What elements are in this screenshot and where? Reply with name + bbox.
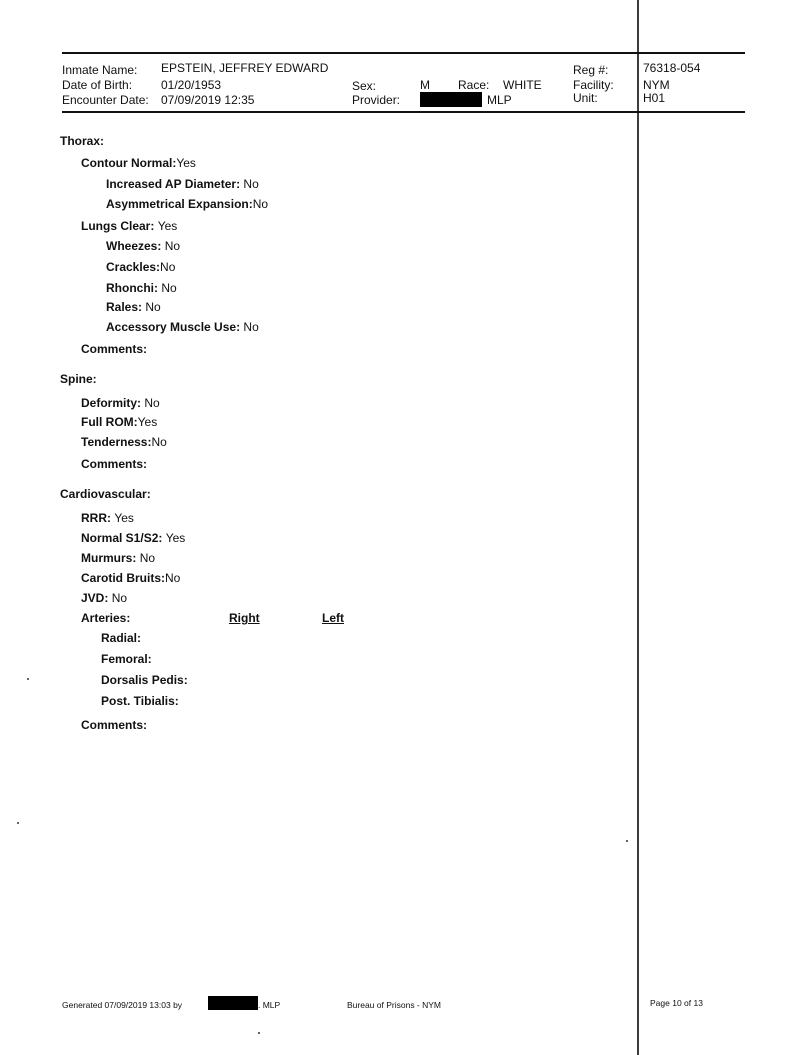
footer-generated-prefix: Generated 07/09/2019 13:03 by — [62, 1000, 183, 1010]
scan-speck — [17, 822, 19, 824]
sex-label: Sex: — [352, 79, 377, 93]
field-carotid-bruits: Carotid Bruits:No — [81, 571, 181, 585]
arteries-right-header: Right — [229, 611, 260, 625]
section-title-cardiovascular: Cardiovascular: — [60, 487, 151, 501]
field-lungs-clear: Lungs Clear: Yes — [81, 219, 178, 233]
field-increased-ap-diameter: Increased AP Diameter: No — [106, 177, 259, 191]
field-rhonchi: Rhonchi: No — [106, 281, 177, 295]
sex-value: M — [420, 78, 430, 92]
inmate-name-value: EPSTEIN, JEFFREY EDWARD — [161, 61, 329, 75]
scan-speck — [626, 840, 628, 842]
unit-value: H01 — [643, 91, 666, 105]
encounter-date-value: 07/09/2019 12:35 — [161, 93, 255, 107]
footer-generated-suffix: . MLP — [258, 1000, 281, 1010]
section-title-spine: Spine: — [60, 372, 97, 386]
provider-label: Provider: — [352, 93, 401, 107]
field-deformity: Deformity: No — [81, 396, 160, 410]
footer-author-redaction — [208, 996, 258, 1010]
scan-speck — [258, 1032, 260, 1034]
header-bottom-rule — [62, 111, 745, 113]
field-asymmetrical-expansion: Asymmetrical Expansion:No — [106, 197, 269, 211]
encounter-date-label: Encounter Date: — [62, 93, 149, 107]
spine-comments-label: Comments: — [81, 457, 148, 471]
race-label: Race: — [458, 78, 490, 92]
arteries-label: Arteries: — [81, 611, 131, 625]
reg-value: 76318-054 — [643, 61, 701, 75]
artery-radial: Radial: — [101, 631, 142, 645]
cardio-comments-label: Comments: — [81, 718, 148, 732]
field-contour-normal: Contour Normal:Yes — [81, 156, 196, 170]
inmate-name-label: Inmate Name: — [62, 63, 138, 77]
section-title-thorax: Thorax: — [60, 134, 105, 148]
field-crackles: Crackles:No — [106, 260, 176, 274]
dob-value: 01/20/1953 — [161, 78, 222, 92]
facility-value: NYM — [643, 78, 670, 92]
provider-redaction — [420, 92, 482, 107]
artery-dorsalis-pedis: Dorsalis Pedis: — [101, 673, 188, 687]
header-top-rule — [62, 52, 745, 54]
race-value: WHITE — [503, 78, 542, 92]
provider-suffix: MLP — [487, 93, 512, 107]
thorax-comments-label: Comments: — [81, 342, 148, 356]
field-tenderness: Tenderness:No — [81, 435, 167, 449]
field-murmurs: Murmurs: No — [81, 551, 156, 565]
field-wheezes: Wheezes: No — [106, 239, 181, 253]
field-jvd: JVD: No — [81, 591, 128, 605]
scan-speck — [27, 678, 29, 680]
field-normal-s1s2: Normal S1/S2: Yes — [81, 531, 186, 545]
unit-label: Unit: — [573, 91, 598, 105]
arteries-left-header: Left — [322, 611, 344, 625]
field-rrr: RRR: Yes — [81, 511, 134, 525]
footer-organization: Bureau of Prisons - NYM — [347, 1000, 442, 1010]
facility-label: Facility: — [573, 78, 614, 92]
artery-femoral: Femoral: — [101, 652, 152, 666]
reg-label: Reg #: — [573, 63, 609, 77]
scan-artifact-line — [637, 0, 639, 1055]
field-full-rom: Full ROM:Yes — [81, 415, 158, 429]
dob-label: Date of Birth: — [62, 78, 133, 92]
field-rales: Rales: No — [106, 300, 161, 314]
artery-post-tibialis: Post. Tibialis: — [101, 694, 179, 708]
footer-page-number: Page 10 of 13 — [650, 998, 703, 1008]
field-accessory-muscle-use: Accessory Muscle Use: No — [106, 320, 259, 334]
